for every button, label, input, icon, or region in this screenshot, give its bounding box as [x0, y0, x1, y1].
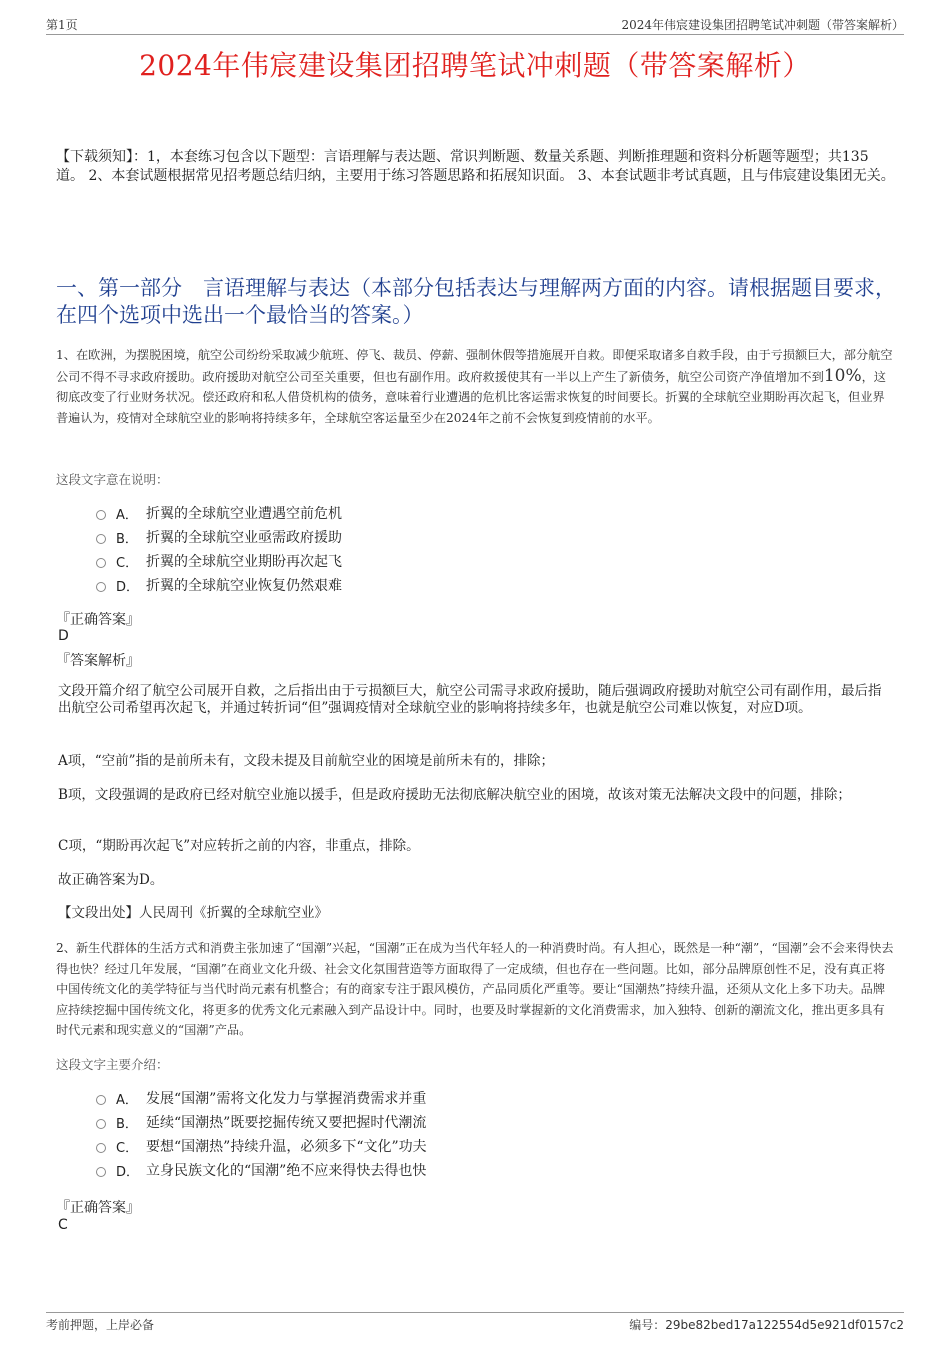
code-label: 编号： — [629, 1318, 666, 1332]
option-b[interactable] — [96, 1110, 427, 1134]
answer-label: 『正确答案』 — [56, 612, 140, 628]
header-doc-title: 2024年伟宸建设集团招聘笔试冲刺题（带答案解析） — [621, 18, 904, 32]
footer-slogan: 考前押题，上岸必备 — [46, 1318, 155, 1332]
analysis-paragraph: 文段开篇介绍了航空公司展开自救，之后指出由于亏损额巨大，航空公司需寻求政府援助，随后强调政府援助对航空公司有副作用，最后指出航空公司希望再次起飞，并通过转折词“但”强调疫情对全球航空业的影响将持续多年，也就是航空公司难以恢复，对应D项。 — [58, 683, 882, 716]
radio-icon[interactable] — [96, 1095, 106, 1105]
option-text: 发展“国潮”需将文化发力与掌握消费需求并重 — [146, 1091, 427, 1107]
question-2-options — [96, 1086, 427, 1182]
analysis-paragraph: 故正确答案为D。 — [58, 872, 164, 888]
section-heading: 一、第一部分 言语理解与表达（本部分包括表达与理解两方面的内容。请根据题目要求，在四个选项中选出一个最恰当的答案。） — [56, 276, 896, 327]
source-note: 【文段出处】人民周刊《折翼的全球航空业》 — [58, 905, 328, 921]
option-b[interactable] — [96, 525, 342, 549]
option-c[interactable] — [96, 1134, 427, 1158]
page-header — [46, 14, 904, 35]
option-text: 延续“国潮热”既要挖掘传统又要把握时代潮流 — [146, 1115, 427, 1131]
radio-icon[interactable] — [96, 1167, 106, 1177]
page-footer — [46, 1312, 904, 1333]
option-letter: C． — [116, 1140, 139, 1156]
option-letter: A． — [116, 1092, 138, 1108]
download-notice: 【下载须知】：1，本套练习包含以下题型：言语理解与表达题、常识判断题、数量关系题、判断推理题和资料分析题等题型；共135道。 2、本套试题根据常见招考题总结归纳，主要用于练习答题思路和拓展知识面。 3、本套试题非考试真题，且与伟宸建设集团无关。 — [56, 149, 895, 184]
question-1-prompt: 这段文字意在说明： — [56, 472, 169, 487]
question-1-text-part-a: 1、在欧洲，为摆脱困境，航空公司纷纷采取减少航班、停飞、裁员、停薪、强制休假等措施展开自救。即便采取诸多自救手段，由于亏损额巨大，部分航空公司不得不寻求政府援助。政府援助对航空公司至关重要，但也有副作用。政府救援使其有一半以上产生了新债务，航空公司资产净值增加不到 — [56, 348, 893, 384]
option-text: 折翼的全球航空业遭遇空前危机 — [146, 506, 342, 522]
question-1-text — [56, 345, 896, 428]
radio-icon[interactable] — [96, 510, 106, 520]
radio-icon[interactable] — [96, 558, 106, 568]
question-2-text: 2、新生代群体的生活方式和消费主张加速了“国潮”兴起，“国潮”正在成为当代年轻人的一种消费时尚。有人担心，既然是一种“潮”，“国潮”会不会来得快去得也快？经过几年发展，“国潮”在商业文化升级、社会文化氛围营造等方面取得了一定成绩，但也存在一些问题。比如，部分品牌原创性不足，没有真正将中国传统文化的美学特征与当代时尚元素有机整合；有的商家专注于跟风模仿，产品同质化严重等。要让“国潮热”持续升温，还须从文化上多下功夫。品牌应持续挖掘中国传统文化，将更多的优秀文化元素融入到产品设计中。同时，也要及时掌握新的文化消费需求，加入独特、创新的潮流文化，推出更多具有时代元素和现实意义的“国潮”产品。 — [56, 941, 894, 1037]
correct-answer: D — [58, 628, 69, 644]
page-number: 第1页 — [46, 18, 78, 32]
question-1-options — [96, 501, 342, 597]
option-letter: A． — [116, 507, 138, 523]
question-1-text-part-b: ，这彻底改变了行业财务状况。偿还政府和私人借贷机构的债务，意味着行业遭遇的危机比客运需求恢复的时间要长。折翼的全球航空业期盼再次起飞，但业界普遍认为，疫情对全球航空业的影响将持续多年，全球航空客运量至少在2024年之前不会恢复到疫情前的水平。 — [56, 369, 886, 425]
question-1-percent: 10% — [823, 365, 862, 386]
correct-answer: C — [58, 1217, 68, 1233]
radio-icon[interactable] — [96, 1143, 106, 1153]
question-2-prompt: 这段文字主要介绍： — [56, 1057, 169, 1072]
option-text: 要想“国潮热”持续升温，必须多下“文化”功夫 — [146, 1139, 427, 1155]
option-d[interactable] — [96, 1158, 427, 1182]
option-text: 折翼的全球航空业期盼再次起飞 — [146, 554, 342, 570]
option-letter: C． — [116, 555, 139, 571]
option-letter: D． — [116, 579, 140, 595]
analysis-paragraph: B项，文段强调的是政府已经对航空业施以援手，但是政府援助无法彻底解决航空业的困境，故该对策无法解决文段中的问题，排除； — [58, 787, 851, 803]
analysis-label: 『答案解析』 — [56, 653, 140, 669]
option-d[interactable] — [96, 573, 342, 597]
option-text: 立身民族文化的“国潮”绝不应来得快去得也快 — [146, 1163, 427, 1179]
document-code — [629, 1316, 904, 1333]
option-a[interactable] — [96, 501, 342, 525]
option-text: 折翼的全球航空业亟需政府援助 — [146, 530, 342, 546]
analysis-paragraph: C项，“期盼再次起飞”对应转折之前的内容，非重点，排除。 — [58, 838, 420, 854]
analysis-paragraph: A项，“空前”指的是前所未有，文段未提及目前航空业的困境是前所未有的，排除； — [58, 753, 555, 769]
radio-icon[interactable] — [96, 534, 106, 544]
radio-icon[interactable] — [96, 582, 106, 592]
radio-icon[interactable] — [96, 1119, 106, 1129]
option-letter: B． — [116, 531, 138, 547]
page-title: 2024年伟宸建设集团招聘笔试冲刺题（带答案解析） — [139, 49, 811, 82]
option-letter: D． — [116, 1164, 140, 1180]
answer-label: 『正确答案』 — [56, 1200, 140, 1216]
option-a[interactable] — [96, 1086, 427, 1110]
option-letter: B． — [116, 1116, 138, 1132]
code-value: 29be82bed17a122554d5e921df0157c2 — [665, 1318, 904, 1332]
option-c[interactable] — [96, 549, 342, 573]
option-text: 折翼的全球航空业恢复仍然艰难 — [146, 578, 342, 594]
